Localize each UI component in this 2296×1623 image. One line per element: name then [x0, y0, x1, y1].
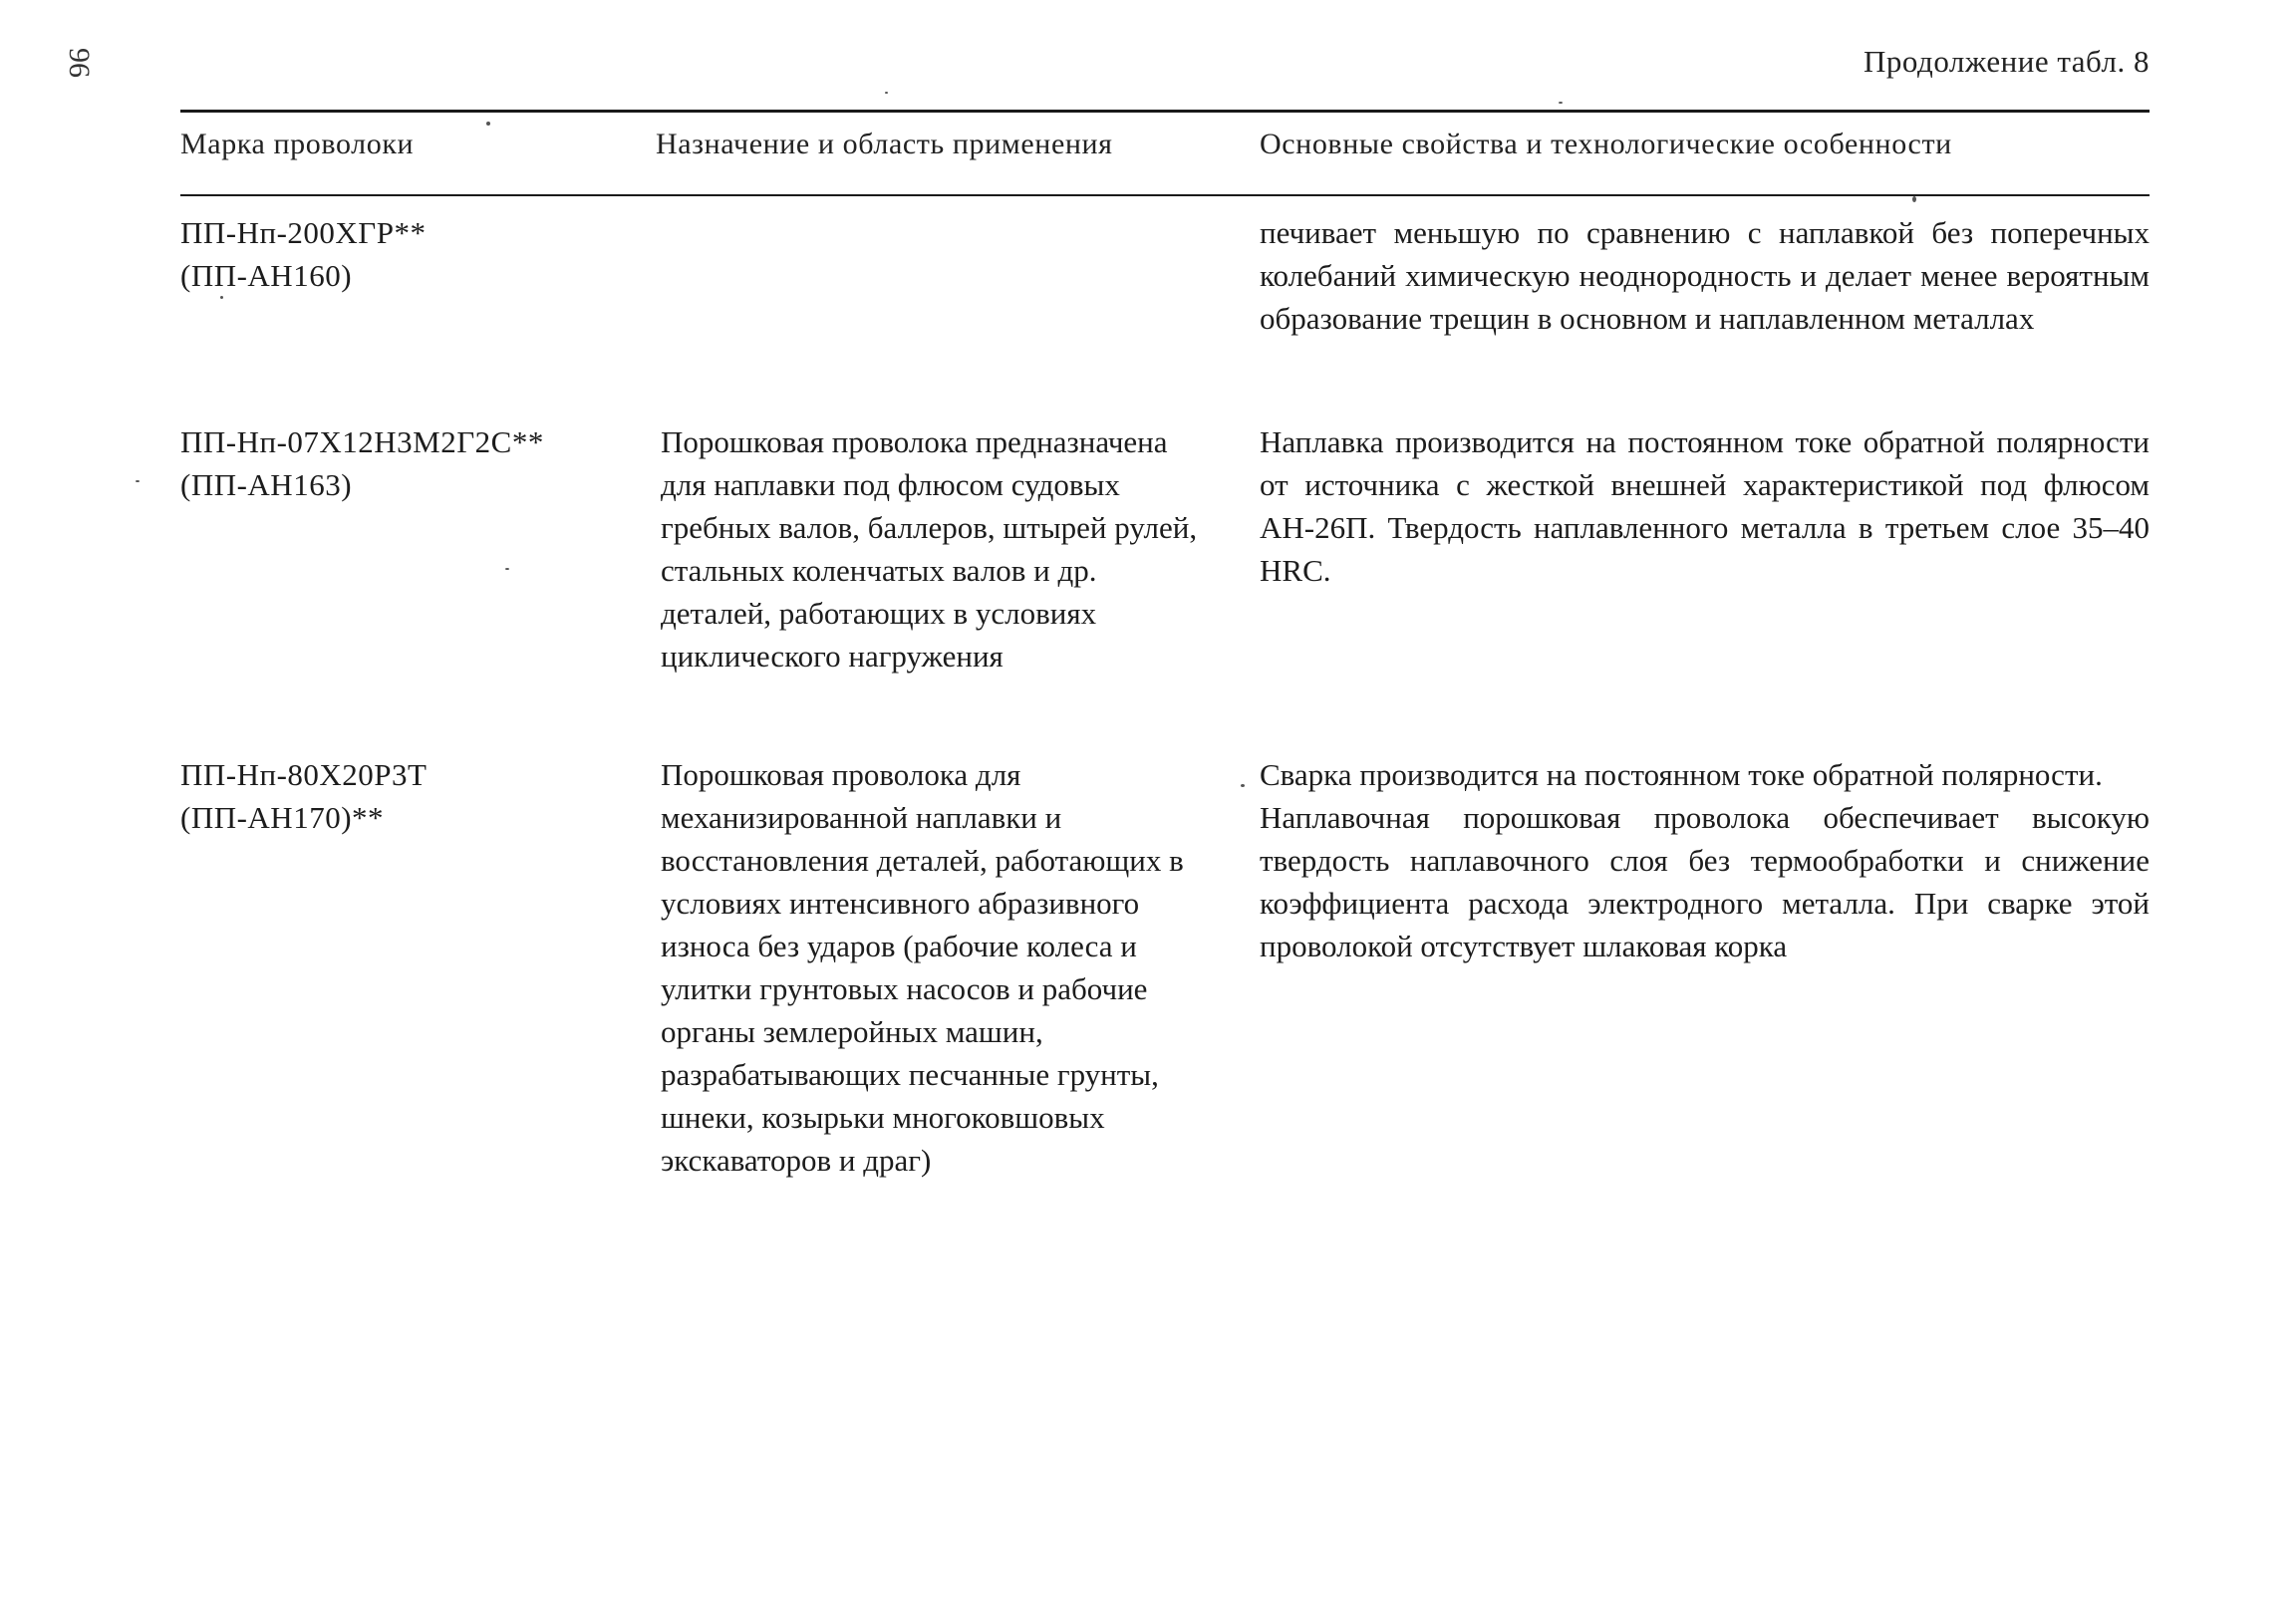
wire-mark-alt: (ПП-АН163)	[180, 467, 353, 502]
scan-speck	[1912, 196, 1916, 202]
properties-cell	[1260, 753, 2150, 967]
scan-speck	[136, 480, 140, 482]
wire-mark-cell	[180, 420, 619, 506]
table-continuation-caption: Продолжение табл. 8	[1864, 44, 2150, 79]
properties-paragraph: Наплавка производится на постоянном токе обратной полярности от источника с жесткой внешней характеристикой под флюсом АН-26П. Твердость наплавленного металла в третьем слое 35–40 HRC.	[1260, 424, 2150, 588]
scan-speck	[220, 296, 223, 299]
column-header-properties: Основные свойства и технологические особенности	[1260, 128, 1952, 160]
wire-mark-cell	[180, 753, 619, 839]
wire-mark-alt: (ПП-АН170)**	[180, 800, 385, 835]
purpose-cell: Порошковая проволока предназначена для наплавки под флюсом судовых гребных валов, баллеров, штырей рулей, стальных коленчатых валов и др. деталей, работающих в условиях циклического нагружения	[661, 424, 1198, 674]
wire-mark: ПП-Нп-200ХГР**	[180, 215, 427, 250]
page-number: 96	[63, 48, 96, 78]
properties-paragraph: печивает меньшую по сравнению с наплавкой без поперечных колебаний химическую неоднородность и делает менее вероятным образование трещин в основном и наплавленном металлах	[1260, 215, 2150, 336]
purpose-cell: Порошковая проволока для механизированной наплавки и восстановления деталей, работающих в условиях интенсивного абразивного износа без ударов (рабочие колеса и улитки грунтовых насосов и рабочие органы землеройных машин, разрабатывающих песчанные грунты, шнеки, козырьки многоковшовых экскаваторов и драг)	[661, 757, 1184, 1178]
properties-paragraph: Наплавочная порошковая проволока обеспечивает высокую твердость наплавочного слоя без термообработки и снижение коэффициента расхода электродного металла. При сварке этой проволокой отсутствует шлаковая корка	[1260, 800, 2150, 963]
properties-cell	[1260, 211, 2150, 340]
wire-mark-cell	[180, 211, 619, 297]
scan-speck	[486, 122, 490, 126]
column-header-purpose: Назначение и область применения	[656, 128, 1113, 160]
scan-speck	[505, 568, 509, 570]
scan-speck	[1241, 784, 1245, 787]
properties-paragraph: Сварка производится на постоянном токе обратной полярности.	[1260, 757, 2103, 792]
wire-mark: ПП-Нп-80Х20Р3Т	[180, 757, 428, 792]
wire-mark: ПП-Нп-07Х12Н3М2Г2С**	[180, 424, 544, 459]
column-header-mark: Марка проволоки	[180, 128, 415, 160]
wire-mark-alt: (ПП-АН160)	[180, 258, 353, 293]
scan-speck	[885, 92, 888, 94]
scan-speck	[1559, 102, 1563, 104]
properties-cell	[1260, 420, 2150, 592]
table-header-rule	[180, 194, 2150, 196]
table-top-rule	[180, 110, 2150, 113]
